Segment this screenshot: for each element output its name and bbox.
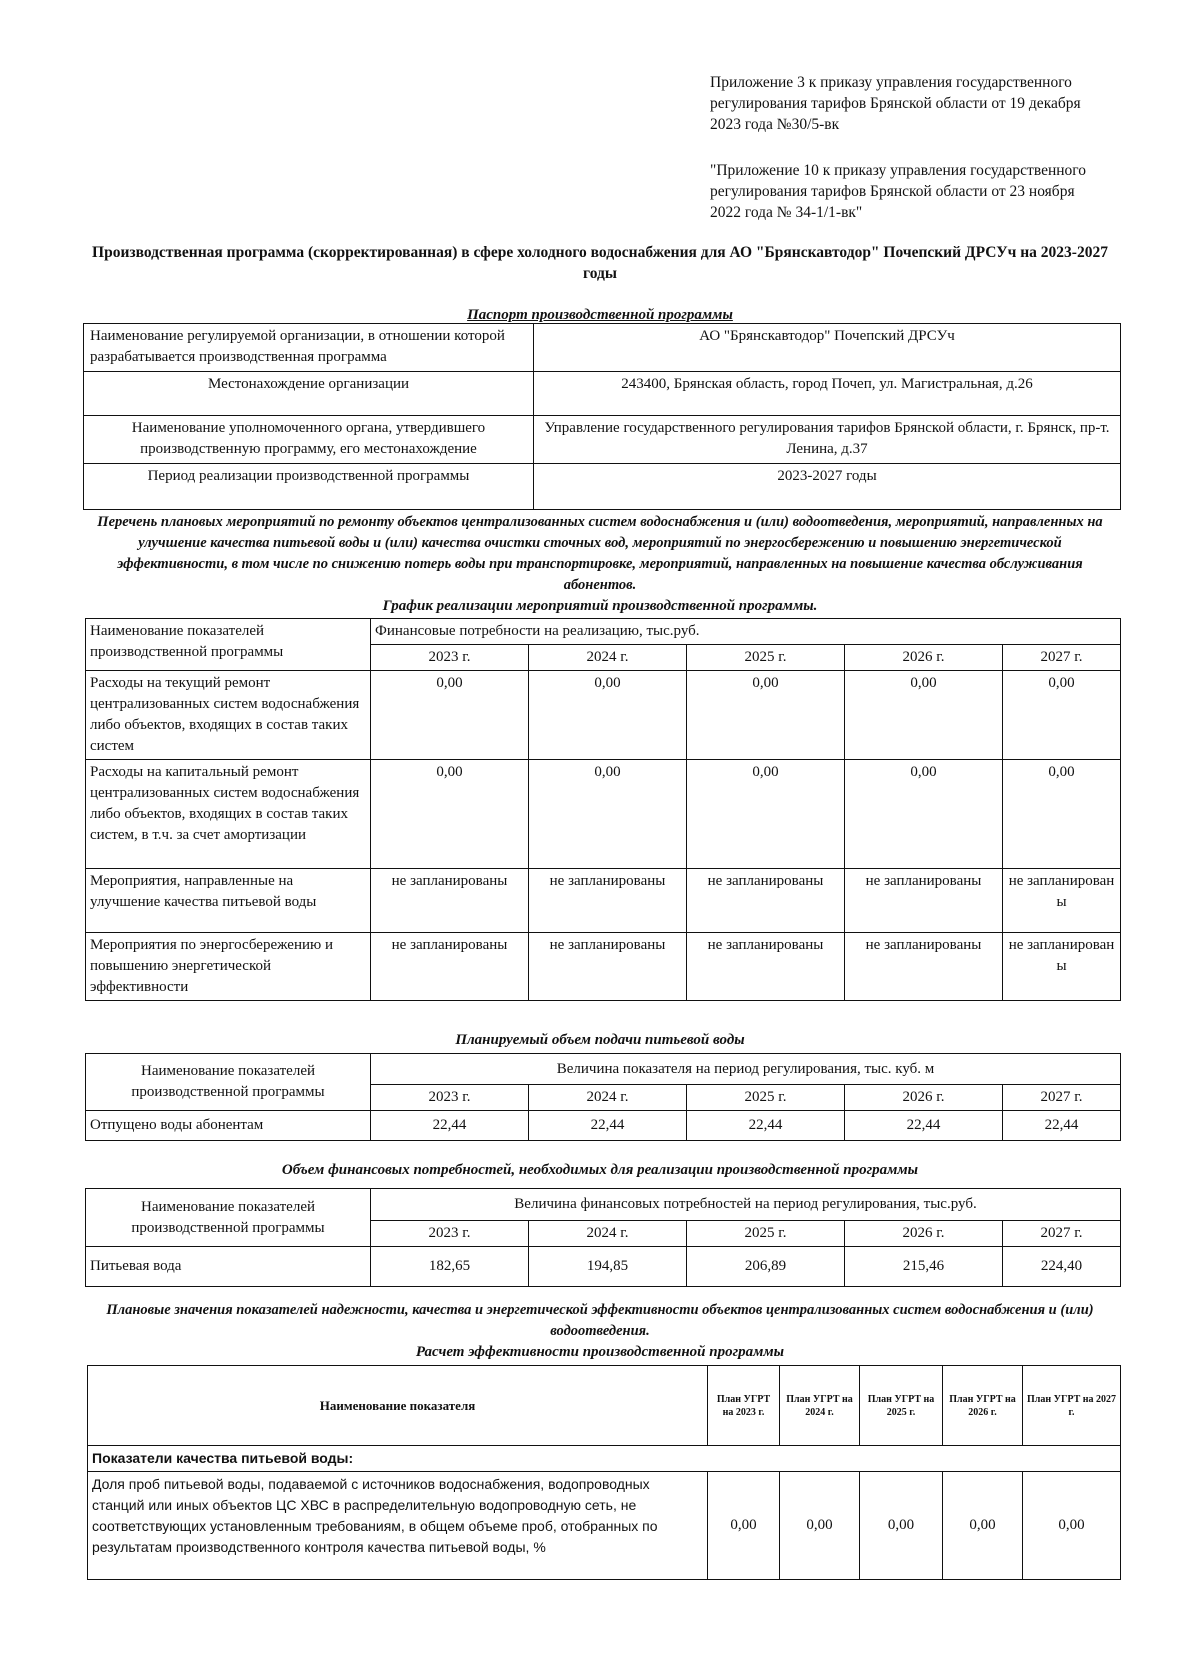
- cell-value: не запланированы: [687, 933, 845, 1001]
- passport-table: [83, 323, 1121, 510]
- cell-value: 0,00: [860, 1472, 943, 1580]
- supply-caption: Планируемый объем подачи питьевой воды: [455, 1032, 745, 1048]
- efficiency-caption: Плановые значения показателей надежности, качества и энергетической эффективности объектов централизованных систем водоснабжения и (или) водоотведения.: [106, 1302, 1094, 1339]
- column-header: Наименование показателя: [88, 1366, 708, 1446]
- cell-value: не запланированы: [529, 869, 687, 933]
- cell-value: не запланированы: [371, 933, 529, 1001]
- plan-header: План УГРТ на 2023 г.: [708, 1366, 780, 1446]
- column-header: Наименование показателей производственной программы: [86, 619, 371, 671]
- year-header: 2025 г.: [687, 1221, 845, 1247]
- passport-value: Управление государственного регулирования тарифов Брянской области, г. Брянск, пр-т. Ленина, д.37: [534, 416, 1121, 464]
- cell-value: 206,89: [687, 1247, 845, 1287]
- cell-value: 0,00: [845, 671, 1003, 760]
- table-row: [86, 671, 1121, 760]
- cell-value: не запланированы: [371, 869, 529, 933]
- cell-value: 182,65: [371, 1247, 529, 1287]
- cell-value: не запланированы: [1003, 869, 1121, 933]
- cell-value: 0,00: [1023, 1472, 1121, 1580]
- appendix-3-note: Приложение 3 к приказу управления государственного регулирования тарифов Брянской области от 19 декабря 2023 года №30/5-вк: [710, 74, 1081, 133]
- measures-caption: Перечень плановых мероприятий по ремонту объектов централизованных систем водоснабжения и (или) водоотведения, мероприятий, направленных на улучшение качества питьевой воды и (или) качества очистки сточных вод, мероприятий по энергосбережению и повышению энергетической эффективности, в том числе по снижению потерь воды при транспортировке, мероприятий, направленных на повышение качества обслуживания абонентов.: [97, 514, 1103, 593]
- row-name: Расходы на текущий ремонт централизованных систем водоснабжения либо объектов, входящих в состав таких систем: [86, 671, 371, 760]
- cell-value: 0,00: [687, 671, 845, 760]
- passport-label: Местонахождение организации: [84, 372, 534, 416]
- table-row: [86, 760, 1121, 869]
- row-name: Мероприятия по энергосбережению и повышению энергетической эффективности: [86, 933, 371, 1001]
- passport-caption: Паспорт производственной программы: [467, 307, 733, 323]
- cell-value: 194,85: [529, 1247, 687, 1287]
- cell-value: 224,40: [1003, 1247, 1121, 1287]
- passport-value: 2023-2027 годы: [534, 464, 1121, 510]
- year-header: 2024 г.: [529, 645, 687, 671]
- cell-value: 0,00: [529, 760, 687, 869]
- efficiency-table: [87, 1365, 1121, 1580]
- year-header: 2027 г.: [1003, 645, 1121, 671]
- table-row: [86, 1111, 1121, 1141]
- cell-value: 22,44: [687, 1111, 845, 1141]
- cell-value: 0,00: [529, 671, 687, 760]
- passport-row: [84, 464, 1121, 510]
- finance-table: [85, 1188, 1121, 1287]
- finance-caption: Объем финансовых потребностей, необходимых для реализации производственной программы: [281, 1162, 919, 1178]
- row-name: Питьевая вода: [86, 1247, 371, 1287]
- year-header: 2026 г.: [845, 1085, 1003, 1111]
- passport-row: [84, 372, 1121, 416]
- column-group-header: Финансовые потребности на реализацию, тыс.руб.: [371, 619, 1121, 645]
- cell-value: 0,00: [1003, 760, 1121, 869]
- document-title: Производственная программа (скорректированная) в сфере холодного водоснабжения для АО "Брянскавтодор" Почепский ДРСУч на 2023-2027 годы: [92, 244, 1108, 282]
- plan-header: План УГРТ на 2024 г.: [780, 1366, 860, 1446]
- cell-value: не запланированы: [529, 933, 687, 1001]
- supply-table: [85, 1053, 1121, 1141]
- appendix-10-note: "Приложение 10 к приказу управления государственного регулирования тарифов Брянской области от 23 ноября 2022 года № 34-1/1-вк": [710, 162, 1087, 221]
- passport-label: Наименование регулируемой организации, в отношении которой разрабатывается производственная программа: [84, 324, 534, 372]
- year-header: 2023 г.: [371, 1085, 529, 1111]
- cell-value: 215,46: [845, 1247, 1003, 1287]
- cell-value: не запланированы: [1003, 933, 1121, 1001]
- year-header: 2024 г.: [529, 1085, 687, 1111]
- cell-value: 0,00: [1003, 671, 1121, 760]
- year-header: 2025 г.: [687, 1085, 845, 1111]
- cell-value: 0,00: [845, 760, 1003, 869]
- plan-header: План УГРТ на 2027 г.: [1023, 1366, 1121, 1446]
- year-header: 2025 г.: [687, 645, 845, 671]
- cell-value: 22,44: [371, 1111, 529, 1141]
- row-name: Доля проб питьевой воды, подаваемой с источников водоснабжения, водопроводных станций или иных объектов ЦС ХВС в распределительную водопроводную сеть, не соответствующих установленным требованиям, в общем объеме проб, отобранных по результатам производственного контроля качества питьевой воды, %: [88, 1472, 708, 1580]
- cell-value: 22,44: [529, 1111, 687, 1141]
- column-header: Наименование показателей производственной программы: [86, 1054, 371, 1111]
- passport-label: Наименование уполномоченного органа, утвердившего производственную программу, его местонахождение: [84, 416, 534, 464]
- column-group-header: Величина финансовых потребностей на период регулирования, тыс.руб.: [371, 1189, 1121, 1221]
- cell-value: 0,00: [371, 760, 529, 869]
- table-row: [86, 1247, 1121, 1287]
- cell-value: 0,00: [780, 1472, 860, 1580]
- passport-value: 243400, Брянская область, город Почеп, ул. Магистральная, д.26: [534, 372, 1121, 416]
- passport-row: [84, 324, 1121, 372]
- cell-value: не запланированы: [687, 869, 845, 933]
- measures-table: [85, 618, 1121, 1001]
- year-header: 2027 г.: [1003, 1221, 1121, 1247]
- passport-label: Период реализации производственной программы: [84, 464, 534, 510]
- year-header: 2024 г.: [529, 1221, 687, 1247]
- group-title: Показатели качества питьевой воды:: [88, 1446, 1121, 1472]
- column-header: Наименование показателей производственной программы: [86, 1189, 371, 1247]
- table-row: [86, 933, 1121, 1001]
- cell-value: не запланированы: [845, 869, 1003, 933]
- table-row: [88, 1472, 1121, 1580]
- passport-row: [84, 416, 1121, 464]
- year-header: 2027 г.: [1003, 1085, 1121, 1111]
- year-header: 2026 г.: [845, 645, 1003, 671]
- plan-header: План УГРТ на 2026 г.: [943, 1366, 1023, 1446]
- year-header: 2023 г.: [371, 1221, 529, 1247]
- row-name: Расходы на капитальный ремонт централизованных систем водоснабжения либо объектов, входящих в состав таких систем, в т.ч. за счет амортизации: [86, 760, 371, 869]
- year-header: 2026 г.: [845, 1221, 1003, 1247]
- cell-value: 0,00: [943, 1472, 1023, 1580]
- cell-value: 22,44: [1003, 1111, 1121, 1141]
- cell-value: 22,44: [845, 1111, 1003, 1141]
- column-group-header: Величина показателя на период регулирования, тыс. куб. м: [371, 1054, 1121, 1085]
- row-name: Мероприятия, направленные на улучшение качества питьевой воды: [86, 869, 371, 933]
- table-row: [86, 869, 1121, 933]
- cell-value: 0,00: [687, 760, 845, 869]
- cell-value: 0,00: [371, 671, 529, 760]
- plan-header: План УГРТ на 2025 г.: [860, 1366, 943, 1446]
- year-header: 2023 г.: [371, 645, 529, 671]
- cell-value: не запланированы: [845, 933, 1003, 1001]
- cell-value: 0,00: [708, 1472, 780, 1580]
- passport-value: АО "Брянскавтодор" Почепский ДРСУч: [534, 324, 1121, 372]
- measures-subcaption: График реализации мероприятий производственной программы.: [382, 598, 818, 614]
- efficiency-subcaption: Расчет эффективности производственной программы: [415, 1344, 785, 1360]
- row-name: Отпущено воды абонентам: [86, 1111, 371, 1141]
